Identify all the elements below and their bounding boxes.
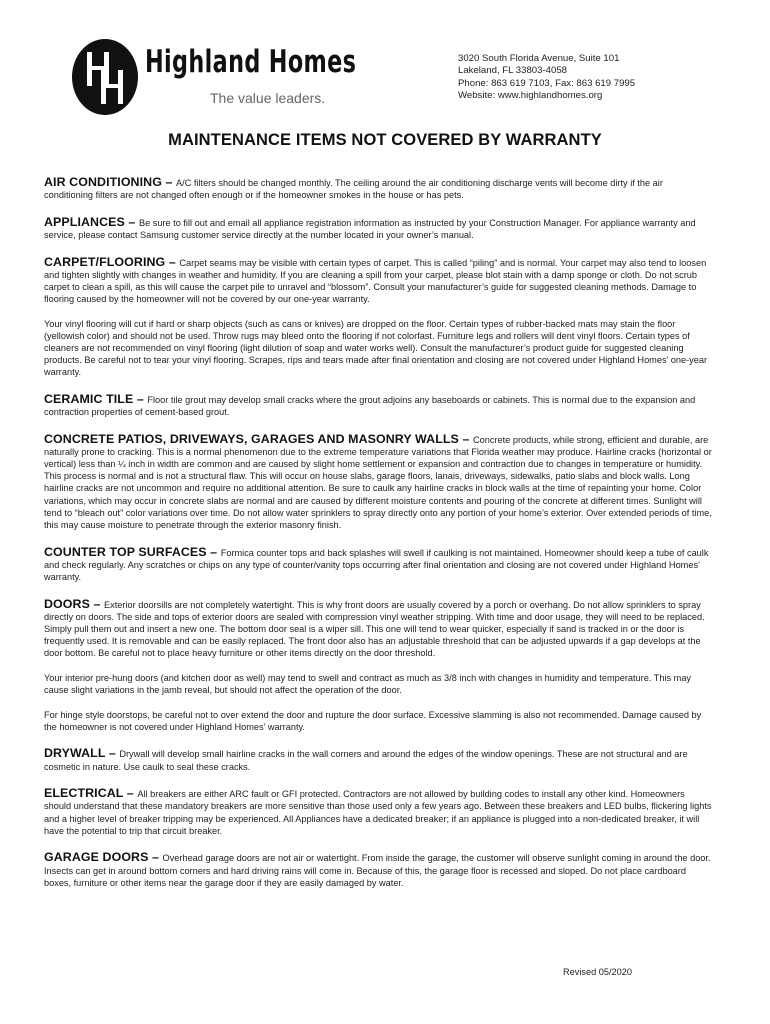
address-line: 3020 South Florida Avenue, Suite 101 bbox=[458, 53, 620, 64]
section-heading: CARPET/FLOORING – bbox=[44, 254, 180, 269]
website-line: Website: www.highlandhomes.org bbox=[458, 90, 603, 102]
section-heading: COUNTER TOP SURFACES – bbox=[44, 544, 221, 559]
section-air-conditioning bbox=[44, 176, 714, 201]
section-text: Floor tile grout may develop small cracks where the grout adjoins any baseboards or cabinets. This is normal due to the expansion and contraction properties of cement-based grout. bbox=[44, 395, 696, 418]
section-heading: ELECTRICAL – bbox=[44, 786, 138, 801]
section-doorstops bbox=[44, 709, 714, 733]
section-electrical bbox=[44, 787, 714, 837]
warranty-sections bbox=[44, 176, 714, 903]
logo-name: Highland Homes bbox=[145, 44, 357, 80]
section-text: Your vinyl flooring will cut if hard or sharp objects (such as cans or knives) are dropped on the floor. Certain types of rubber-backed mats may stain the floor (yellowish color) and should not be used. Throw rugs may bleed onto the flooring if not colorfast. Furniture legs and rollers will dent vinyl floors. Certain types of cleaners are not recommended on vinyl flooring (light dilution of soap and water works well). Consult the manufacturer’s product guide for suggested cleaning products. Be careful not to tear your vinyl flooring. Scrapes, rips and tears made after final orientation and closing are not covered under Highland Homes’ one-year warranty. bbox=[44, 318, 708, 378]
section-text: Formica counter tops and back splashes will swell if caulking is not maintained. Homeowner should keep a tube of caulk and check regularly. Any scratches or chips on any type of counter/vanity tops occurring after final orientation and closing are not covered under Highland Homes’ warranty. bbox=[44, 547, 709, 582]
section-counter-tops bbox=[44, 546, 714, 583]
section-heading: CONCRETE PATIOS, DRIVEWAYS, GARAGES AND MASONRY WALLS – bbox=[44, 431, 473, 446]
section-drywall bbox=[44, 747, 714, 772]
section-carpet-flooring bbox=[44, 256, 714, 306]
section-text: Carpet seams may be visible with certain types of carpet. This is called “piling” and is normal. Your carpet may also tend to loosen and tighten slightly with changes in weather and humidity. If you are cleaning a spill from your carpet, please blot stain with a damp sponge or cloth. Do not scrub carpet to clean a spill, as this will cause the carpet pile to unravel and “blossom”. Consult your manufacturer’s guide for suggested cleaning methods. Damage to flooring caused by the homeowner will not be covered by our one-year warranty. bbox=[44, 257, 707, 305]
section-interior-doors bbox=[44, 672, 714, 696]
section-text: Be sure to fill out and email all appliance registration information as instructed by your Construction Manager. For appliance warranty and service, please contact Samsung customer service directly at the number located in your owner’s manual. bbox=[44, 217, 696, 240]
section-text: A/C filters should be changed monthly. The ceiling around the air conditioning discharge vents will become dirty if the air conditioning filters are not changed often enough or if the homeowner smokes in the house or has pets. bbox=[44, 178, 663, 201]
section-heading: DRYWALL – bbox=[44, 746, 120, 761]
section-text: Concrete products, while strong, efficient and durable, are naturally prone to cracking. This is a normal phenomenon due to the extreme temperature variations that Florida weather may produce. Hairline cracks (horizontal or vertical) less than ¼ inch in width are common and are caused by slight home settlement or expansion and contraction due to changes in temperature or humidity. This process is normal and is not a structural flaw. This will occur on house slabs, garage floors, lanais, driveways, sidewalks, patio slabs and block walls. Long hairline cracks are not uncommon and require no additional attention. Be sure to caulk any hairline cracks in block walls at the time of repainting your home. Color variations, which may occur in concrete slabs are normal and are caused by different moisture contents and pouring of the concrete at different times. Sunlight will tend to “bleach out” color variations over time. Do not allow water sprinklers to spray directly onto any portion of your home’s exterior. Over extended periods of time, this may cause moisture to penetrate through the exterior masonry finish. bbox=[44, 434, 712, 530]
phone-line: Phone: 863 619 7103, Fax: 863 619 7995 bbox=[458, 77, 636, 89]
revision-date: Revised 05/2020 bbox=[563, 967, 632, 977]
section-text: Your interior pre-hung doors (and kitchen door as well) may tend to swell and contract as much as 3/8 inch with changes in humidity and temperature. This may cause slight variations in the jamb reveal, but should not affect the operation of the door. bbox=[44, 672, 692, 695]
section-text: Overhead garage doors are not air or watertight. From inside the garage, the customer will observe sunlight coming in around the door. Insects can get in around bottom corners and hard driving rains will come in. Because of this, the garage floor is recessed and sloped. Do not place cardboard boxes, furniture or other items near the garage door if they are easily damaged by water. bbox=[44, 853, 711, 888]
page-title: MAINTENANCE ITEMS NOT COVERED BY WARRANTY bbox=[168, 131, 602, 149]
section-heading: DOORS – bbox=[44, 596, 105, 611]
hh-monogram-logo-icon bbox=[70, 38, 140, 116]
company-address bbox=[458, 53, 635, 103]
section-ceramic-tile bbox=[44, 393, 714, 418]
section-doors bbox=[44, 598, 714, 660]
company-logo bbox=[70, 38, 360, 118]
section-heading: CERAMIC TILE – bbox=[44, 392, 148, 407]
section-garage-doors bbox=[44, 851, 714, 888]
address-line: Lakeland, FL 33803-4058 bbox=[458, 65, 567, 77]
section-heading: APPLIANCES – bbox=[44, 214, 139, 229]
logo-tagline: The value leaders. bbox=[210, 90, 326, 106]
section-text: Exterior doorsills are not completely watertight. This is why front doors are usually covered by a porch or overhang. Do not allow sprinklers to spray directly on doors. The side and tops of exterior doors are sealed with compression vinyl weather stripping. With time and door usage, they will need to be replaced. Simply pull them out and insert a new one. The bottom door seal is a wiper sill. This one will tend to wear quicker, especially if sand is tracked in or the door is frequently used. It is removable and can be easily replaced. The front door also has an adjustable threshold that can be adjusted upwards if a gap develops at the door bottom. Be careful not to place heavy furniture or other items directly on the door threshold. bbox=[44, 599, 705, 659]
section-text: Drywall will develop small hairline cracks in the wall corners and around the edges of the window openings. These are not structural and are cosmetic in nature. Use caulk to seal these cracks. bbox=[44, 749, 688, 772]
section-heading: GARAGE DOORS – bbox=[44, 850, 163, 865]
section-heading: AIR CONDITIONING – bbox=[44, 175, 177, 189]
section-appliances bbox=[44, 216, 714, 241]
section-text: For hinge style doorstops, be careful not to over extend the door and rupture the door surface. Excessive slamming is also not recommended. Damage caused by the homeowner is not covered under Highland Homes’ warranty. bbox=[44, 709, 702, 732]
section-vinyl-flooring bbox=[44, 318, 714, 379]
section-concrete bbox=[44, 433, 714, 531]
section-text: All breakers are either ARC fault or GFI protected. Contractors are not allowed by building codes to install any other kind. Homeowners should understand that these mandatory breakers are more sensitive than those used only a few years ago. Between these breakers and LED bulbs, flickering lights and a higher level of breaker tripping may be experienced. All Appliances have a dedicated breaker; if an appliance is plugged into a non-dedicated breaker, it will have the potential to trip that circuit breaker. bbox=[44, 789, 712, 836]
